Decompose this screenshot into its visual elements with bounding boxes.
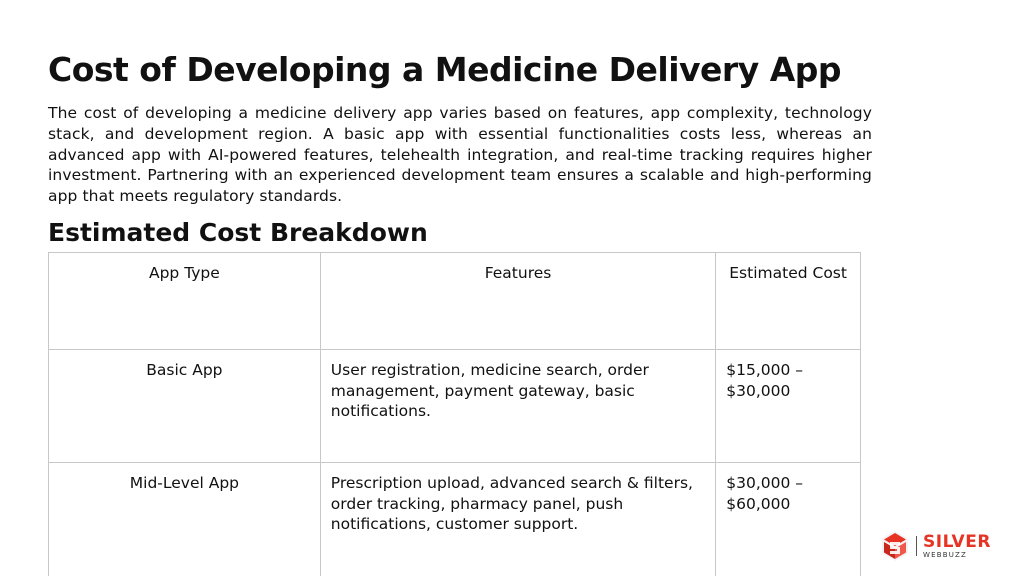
table-row [49,350,861,463]
logo-mark-icon [880,530,910,562]
cell-features: Prescription upload, advanced search & filters, order tracking, pharmacy panel, push notifications, customer support. [320,463,715,576]
intro-paragraph: The cost of developing a medicine delivery app varies based on features, app complexity, technology stack, and development region. A basic app with essential functionalities costs less, whereas an advanced app with AI-powered features, telehealth integration, and real-time tracking requires higher investment. Partnering with an experienced development team ensures a scalable and high-performing app that meets regulatory standards. [48,104,872,206]
cell-features: User registration, medicine search, order management, payment gateway, basic notifications. [320,350,715,463]
header-app-type: App Type [49,253,321,350]
header-features: Features [320,253,715,350]
table-row [49,463,861,576]
cost-table [48,252,861,576]
logo-wordmark [923,531,991,559]
logo-line2: WEBBUZZ [923,550,967,559]
slide-title: Cost of Developing a Medicine Delivery App [48,50,841,89]
cell-app-type: Basic App [49,350,321,463]
cell-app-type: Mid-Level App [49,463,321,576]
logo-divider [916,536,917,556]
table-header-row [49,253,861,350]
cell-estimated-cost: $15,000 – $30,000 [716,350,861,463]
header-estimated-cost: Estimated Cost [716,253,861,350]
cell-estimated-cost: $30,000 – $60,000 [716,463,861,576]
logo-line1: SILVER [923,531,991,552]
silver-webbuzz-logo [880,530,991,562]
section-subtitle: Estimated Cost Breakdown [48,218,428,247]
